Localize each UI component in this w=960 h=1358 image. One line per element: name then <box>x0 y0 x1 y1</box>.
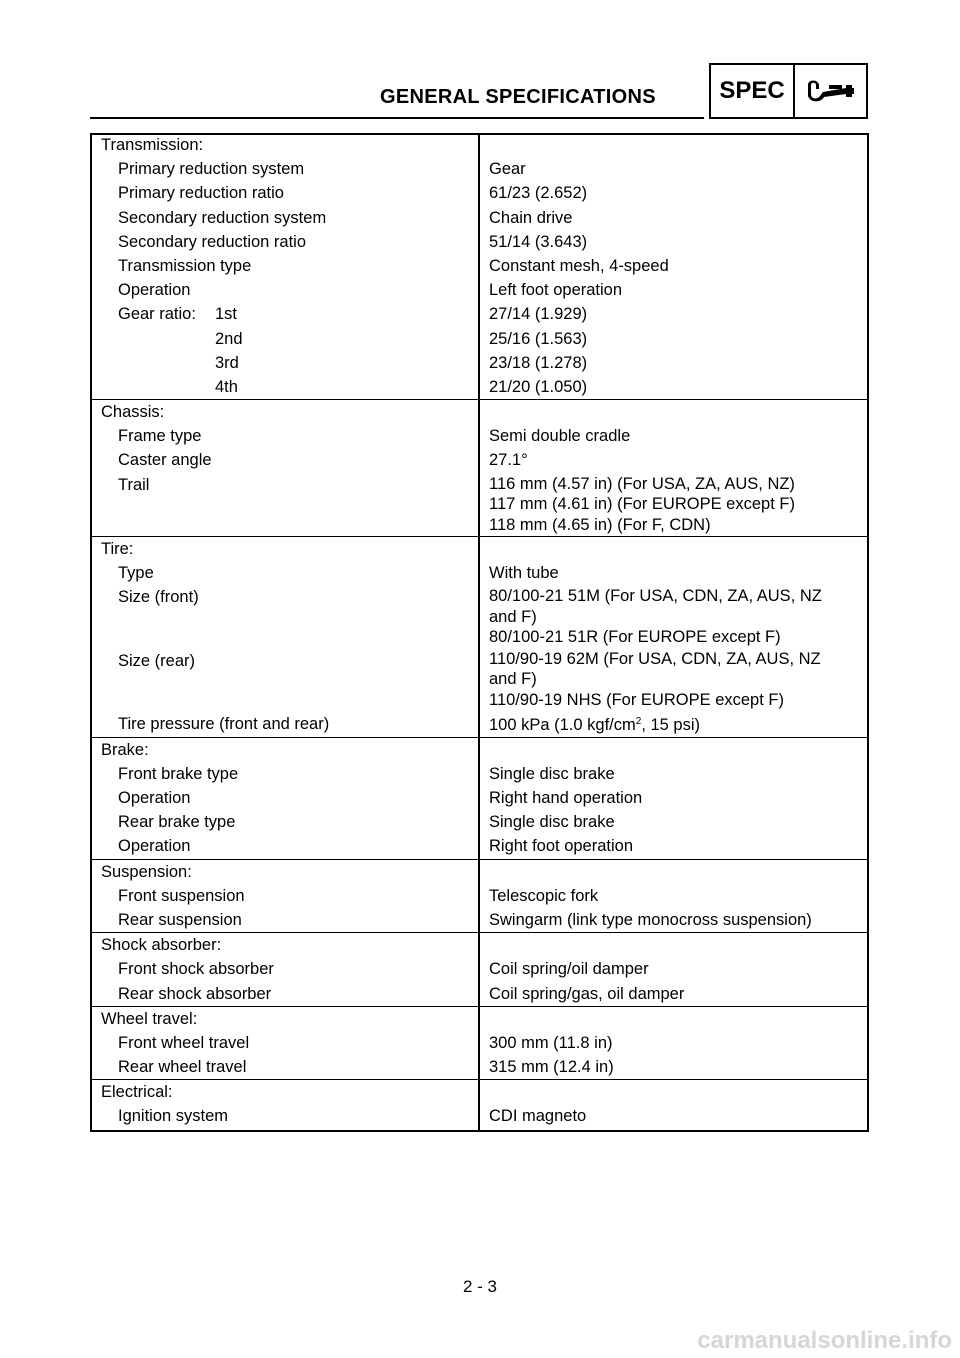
watermark: carmanualsonline.info <box>697 1327 952 1354</box>
section-heading: Brake: <box>101 740 149 759</box>
section-values <box>478 1080 869 1131</box>
row-spacer <box>90 497 478 536</box>
row-spacer <box>90 673 478 712</box>
gear-ratio-label <box>90 302 478 326</box>
section-heading-spacer <box>489 400 869 424</box>
section-labels <box>90 737 478 859</box>
spec-section <box>90 133 869 400</box>
section-heading-spacer <box>489 133 869 157</box>
spec-label: Primary reduction ratio <box>118 184 284 203</box>
section-values <box>478 933 869 1007</box>
section-labels <box>90 1080 478 1131</box>
spec-label: Front suspension <box>118 886 245 905</box>
spec-value-multiline <box>489 585 869 648</box>
spec-label: Rear suspension <box>118 910 242 929</box>
gear-ratio-label <box>90 351 478 375</box>
section-heading: Shock absorber: <box>101 936 222 955</box>
spec-section <box>90 1006 869 1080</box>
section-values <box>478 537 869 738</box>
spec-label: Trail <box>118 475 150 494</box>
spec-label: Transmission type <box>118 256 252 275</box>
spec-value-line: 80/100-21 51R (For EUROPE except F) <box>489 628 781 647</box>
gear-name: 4th <box>215 377 238 396</box>
spec-value: Semi double cradle <box>489 427 631 446</box>
gear-value: 21/20 (1.050) <box>489 377 588 396</box>
spec-value-line: 117 mm (4.61 in) (For EUROPE except F) <box>489 495 795 514</box>
section-heading: Tire: <box>101 540 134 559</box>
spec-value: 315 mm (12.4 in) <box>489 1058 614 1077</box>
section-labels <box>90 400 478 537</box>
spec-label: Frame type <box>118 427 202 446</box>
section-values <box>478 133 869 400</box>
section-heading-spacer <box>489 1080 869 1104</box>
spec-label: Caster angle <box>118 451 212 470</box>
spec-section <box>90 400 869 537</box>
section-values <box>478 859 869 933</box>
spec-value-line: and F) <box>489 607 537 626</box>
page-number: 2 - 3 <box>462 1277 498 1296</box>
section-labels <box>90 933 478 1007</box>
spec-value: Constant mesh, 4-speed <box>489 256 669 275</box>
gear-value: 23/18 (1.278) <box>489 353 588 372</box>
spec-value: Telescopic fork <box>489 886 599 905</box>
spec-section <box>90 933 869 1007</box>
gear-name: 2nd <box>215 329 243 348</box>
spec-value: With tube <box>489 564 559 583</box>
spec-value: Single disc brake <box>489 813 615 832</box>
spec-value-multiline <box>489 648 869 711</box>
spec-label: Operation <box>118 281 191 300</box>
spec-value: Left foot operation <box>489 281 623 300</box>
section-labels <box>90 537 478 738</box>
spec-label: Tire pressure (front and rear) <box>118 715 330 734</box>
spec-label: Secondary reduction ratio <box>118 232 307 251</box>
section-values <box>478 737 869 859</box>
spec-label: Rear brake type <box>118 813 236 832</box>
spec-label: Type <box>118 564 154 583</box>
section-heading: Transmission: <box>101 136 204 154</box>
spec-section <box>90 737 869 859</box>
spec-value: Chain drive <box>489 208 573 227</box>
spec-label: Secondary reduction system <box>118 208 327 227</box>
spec-badge <box>709 63 868 119</box>
superscript: 2 <box>635 716 642 728</box>
gear-ratio-label <box>90 375 478 399</box>
section-labels <box>90 133 478 400</box>
spec-value-line: 116 mm (4.57 in) (For USA, ZA, AUS, NZ) <box>489 474 795 493</box>
spec-label: Front wheel travel <box>118 1033 250 1052</box>
spec-section <box>90 1080 869 1131</box>
section-heading-spacer <box>489 860 869 884</box>
spec-label: Rear shock absorber <box>118 984 272 1003</box>
spec-value-line: 110/90-19 62M (For USA, CDN, ZA, AUS, NZ <box>489 649 821 668</box>
section-values <box>478 400 869 537</box>
spec-value: Single disc brake <box>489 764 615 783</box>
spec-label: Front brake type <box>118 764 239 783</box>
spec-value: 27.1° <box>489 451 528 470</box>
spec-value: Swingarm (link type monocross suspension) <box>489 910 812 929</box>
gear-value: 27/14 (1.929) <box>489 305 588 324</box>
spec-label: Operation <box>118 837 191 856</box>
spec-label: Size (front) <box>118 588 199 607</box>
spec-section <box>90 537 869 738</box>
row-spacer <box>90 610 478 649</box>
section-heading: Wheel travel: <box>101 1009 198 1028</box>
spec-value-multiline <box>489 473 869 536</box>
gear-name: 3rd <box>215 353 239 372</box>
spec-table <box>90 133 869 1131</box>
spec-value: Coil spring/gas, oil damper <box>489 984 685 1003</box>
header-rule <box>90 117 704 119</box>
spec-label: Operation <box>118 789 191 808</box>
spec-value-line: 80/100-21 51M (For USA, CDN, ZA, AUS, NZ <box>489 587 822 606</box>
spec-value-line: and F) <box>489 670 537 689</box>
gear-name: 1st <box>215 305 238 324</box>
spec-value: Right hand operation <box>489 789 643 808</box>
spec-value: CDI magneto <box>489 1107 587 1126</box>
wrench-icon <box>795 65 866 117</box>
section-heading-spacer <box>489 537 869 561</box>
section-heading-spacer <box>489 933 869 957</box>
section-labels <box>90 1006 478 1080</box>
section-heading-spacer <box>489 738 869 762</box>
spec-label: Front shock absorber <box>118 960 274 979</box>
section-heading: Suspension: <box>101 862 192 881</box>
spec-label: Rear wheel travel <box>118 1058 247 1077</box>
spec-value: Coil spring/oil damper <box>489 960 649 979</box>
spec-value-line: 118 mm (4.65 in) (For F, CDN) <box>489 515 711 534</box>
gear-ratio-heading: Gear ratio: <box>118 305 196 324</box>
spec-section <box>90 859 869 933</box>
section-values <box>478 1006 869 1080</box>
page-title: GENERAL SPECIFICATIONS <box>380 86 656 108</box>
spec-value: 100 kPa (1.0 kgf/$cm^2$, 15 psi) <box>489 716 701 735</box>
spec-label: Ignition system <box>118 1107 229 1126</box>
spec-value: Right foot operation <box>489 837 634 856</box>
spec-value-line: 110/90-19 NHS (For EUROPE except F) <box>489 690 784 709</box>
section-heading: Chassis: <box>101 403 165 422</box>
spec-value: 61/23 (2.652) <box>489 184 588 203</box>
spec-value: Gear <box>489 160 526 179</box>
spec-label: Size (rear) <box>118 651 196 670</box>
spec-label: SPEC <box>711 65 795 117</box>
spec-label: Primary reduction system <box>118 160 305 179</box>
spec-value: 300 mm (11.8 in) <box>489 1033 613 1052</box>
gear-ratio-label <box>90 327 478 351</box>
section-heading-spacer <box>489 1007 869 1031</box>
section-labels <box>90 859 478 933</box>
section-heading: Electrical: <box>101 1083 173 1102</box>
spec-value: 51/14 (3.643) <box>489 232 588 251</box>
gear-value: 25/16 (1.563) <box>489 329 588 348</box>
